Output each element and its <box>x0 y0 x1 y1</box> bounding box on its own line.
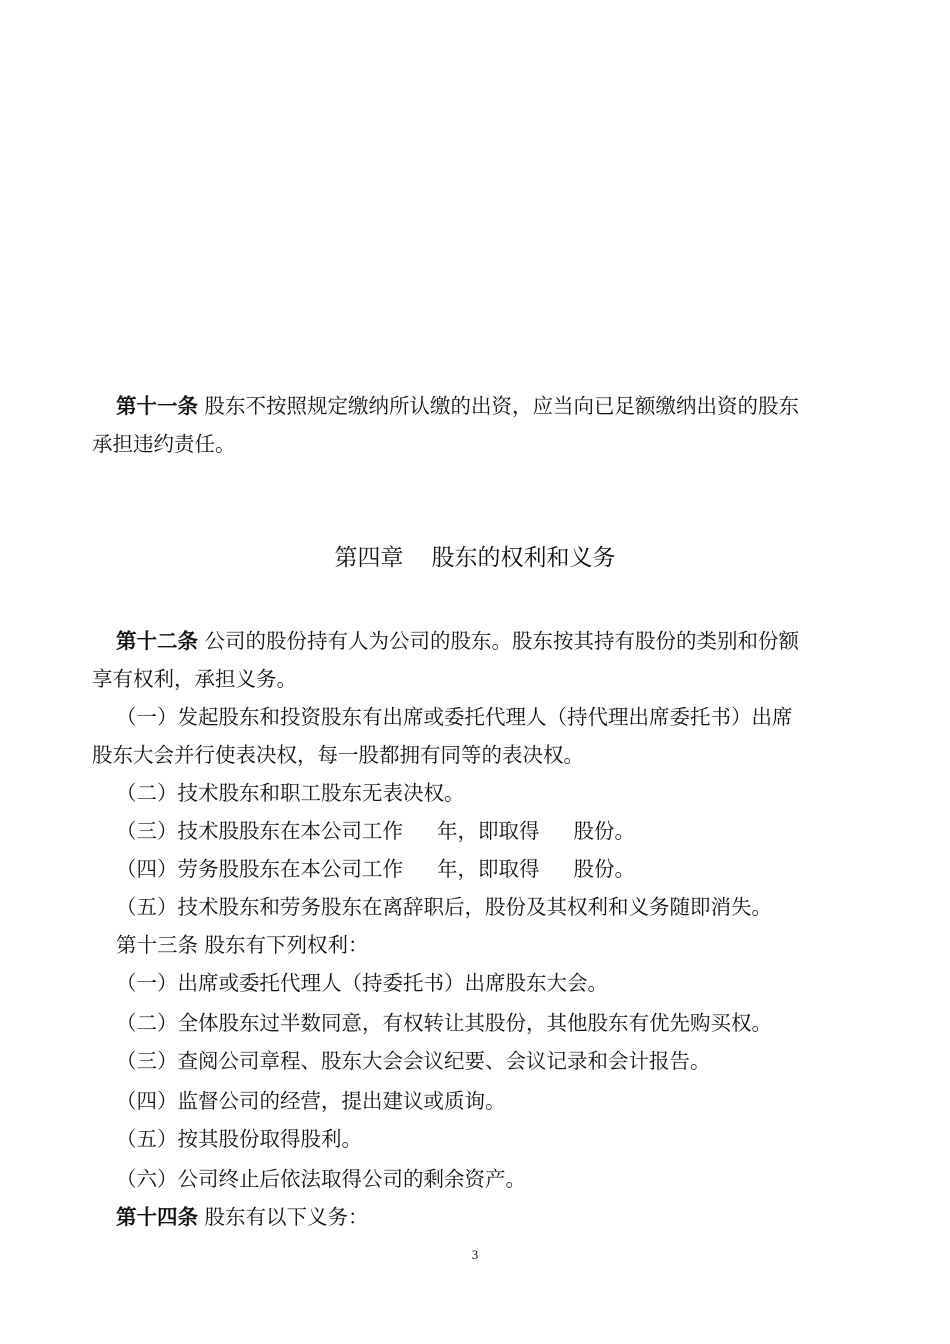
article-11-line-2: 承担违约责任。 <box>92 432 236 456</box>
article-12-item-2: （二）技术股东和职工股东无表决权。 <box>116 781 465 805</box>
article-12-item-1-line-2: 股东大会并行使表决权，每一股都拥有同等的表决权。 <box>92 743 584 767</box>
article-14-number: 第十四条 <box>116 1205 198 1229</box>
article-12-line-1 <box>116 627 799 655</box>
item-3-part-c: 股份。 <box>573 819 635 843</box>
article-12-item-5: （五）技术股东和劳务股东在离辞职后，股份及其权利和义务随即消失。 <box>116 895 772 919</box>
article-12-item-1-line-1: （一）发起股东和投资股东有出席或委托代理人（持代理出席委托书）出席 <box>116 705 793 729</box>
item-4-part-a: （四）劳务股股东在本公司工作 <box>116 857 403 881</box>
article-13-item-1: （一）出席或委托代理人（持委托书）出席股东大会。 <box>116 971 608 995</box>
article-13-item-2: （二）全体股东过半数同意，有权转让其股份，其他股东有优先购买权。 <box>116 1011 772 1035</box>
article-13-heading <box>116 931 369 959</box>
article-13-item-5: （五）按其股份取得股利。 <box>116 1127 362 1151</box>
chapter-heading <box>0 543 950 573</box>
article-13-item-4: （四）监督公司的经营，提出建议或质询。 <box>116 1089 506 1113</box>
item-4-part-c: 股份。 <box>573 857 635 881</box>
article-11-line-1 <box>116 392 799 420</box>
article-12-line-2: 享有权利，承担义务。 <box>92 667 297 691</box>
item-3-part-b: 年，即取得 <box>437 819 540 843</box>
item-4-part-b: 年，即取得 <box>437 857 540 881</box>
chapter-title: 股东的权利和义务 <box>431 545 616 571</box>
article-13-item-6: （六）公司终止后依法取得公司的剩余资产。 <box>116 1167 526 1191</box>
article-11-number: 第十一条 <box>116 394 198 418</box>
article-13-number: 第十三条 <box>116 933 198 957</box>
article-11-text: 股东不按照规定缴纳所认缴的出资，应当向已足额缴纳出资的股东 <box>204 394 800 418</box>
article-13-item-3: （三）查阅公司章程、股东大会会议纪要、会议记录和会计报告。 <box>116 1049 711 1073</box>
article-14-text: 股东有以下义务： <box>204 1205 369 1229</box>
article-12-number: 第十二条 <box>116 629 198 653</box>
article-12-item-4 <box>116 855 635 883</box>
item-3-part-a: （三）技术股股东在本公司工作 <box>116 819 403 843</box>
article-12-item-3 <box>116 817 635 845</box>
page-number: 3 <box>471 1247 479 1262</box>
article-13-text: 股东有下列权利： <box>204 933 369 957</box>
article-14-heading <box>116 1203 369 1231</box>
article-12-text: 公司的股份持有人为公司的股东。股东按其持有股份的类别和份额 <box>204 629 800 653</box>
chapter-number: 第四章 <box>334 545 404 571</box>
